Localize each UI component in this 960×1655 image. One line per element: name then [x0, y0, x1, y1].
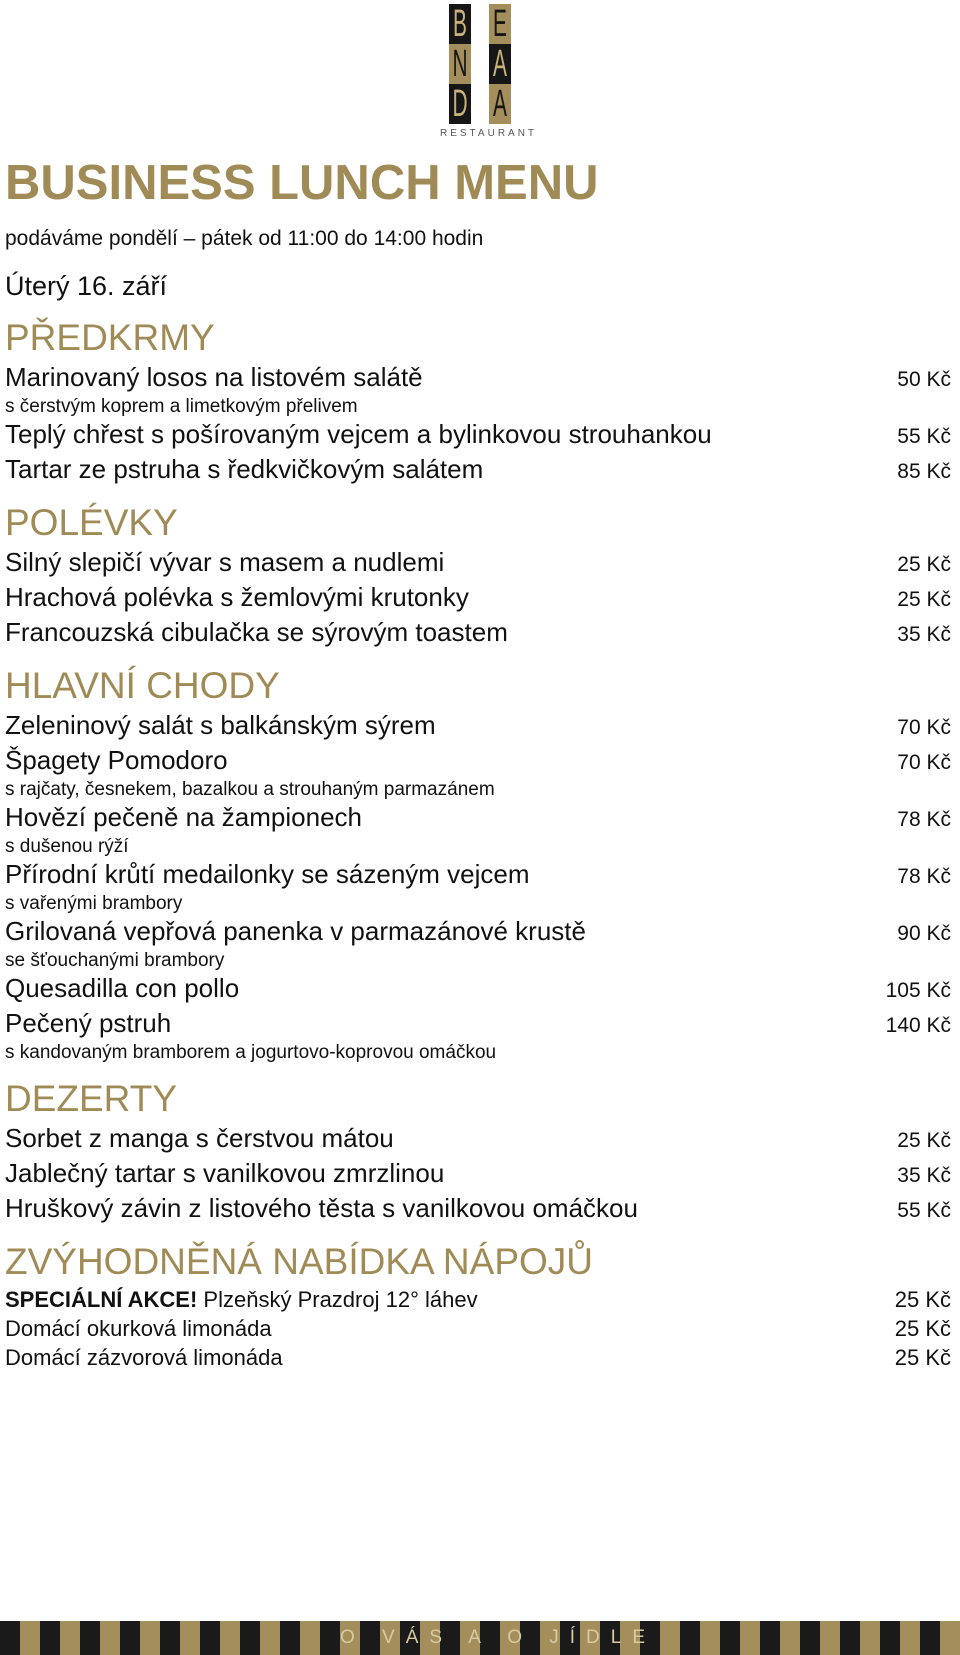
footer-stripe [320, 1621, 340, 1655]
footer-stripe [100, 1621, 120, 1655]
drinks-section [5, 1241, 957, 1372]
menu-item [5, 453, 951, 488]
special-offer-label: SPECIÁLNÍ AKCE! [5, 1287, 198, 1312]
dish-price: 70 Kč [897, 751, 951, 774]
dish-price: 140 Kč [885, 1014, 951, 1037]
logo-letter: N [449, 44, 471, 84]
section-title: PŘEDKRMY [5, 317, 215, 358]
menu-item [5, 1007, 951, 1042]
dish-price: 50 Kč [897, 368, 951, 391]
serving-hours: podáváme pondělí – pátek od 11:00 do 14:00 hodin [5, 227, 484, 250]
menu-item [5, 972, 951, 1007]
dish-note: se šťouchanými brambory [5, 950, 225, 971]
dish-price: 35 Kč [897, 623, 951, 646]
footer-stripe [120, 1621, 140, 1655]
drink-item [5, 1285, 951, 1314]
dish-name: Grilovaná vepřová panenka v parmazánové krustě [5, 916, 586, 946]
dish-note: s vařenými brambory [5, 893, 183, 914]
dish-name: Špagety Pomodoro [5, 745, 228, 775]
footer-stripe [680, 1621, 700, 1655]
dish-name: Tartar ze pstruha s ředkvičkovým salátem [5, 454, 484, 484]
footer-stripe [260, 1621, 280, 1655]
dish-price: 85 Kč [897, 460, 951, 483]
footer-stripe [280, 1621, 300, 1655]
footer-text: O VÁS A O JÍDLE [340, 1627, 657, 1648]
dish-note: s rajčaty, česnekem, bazalkou a strouhaným parmazánem [5, 779, 495, 800]
dish-name: Marinovaný losos na listovém salátě [5, 362, 423, 392]
logo-letter: E [489, 4, 511, 44]
footer-stripe [760, 1621, 780, 1655]
menu-item [5, 1157, 951, 1192]
dish-note: s čerstvým koprem a limetkovým přelivem [5, 396, 358, 417]
menu-item [5, 709, 951, 744]
menu-item [5, 361, 951, 396]
dish-price: 78 Kč [897, 865, 951, 888]
drink-item [5, 1314, 951, 1343]
footer-bar [0, 1621, 960, 1655]
footer-stripe [160, 1621, 180, 1655]
footer-stripe [920, 1621, 940, 1655]
footer-stripe [60, 1621, 80, 1655]
restaurant-logo [440, 2, 538, 139]
dish-price: 70 Kč [897, 716, 951, 739]
footer-stripe [20, 1621, 40, 1655]
menu-item [5, 581, 951, 616]
footer-stripe [180, 1621, 200, 1655]
drink-label: Domácí zázvorová limonáda [5, 1345, 283, 1370]
menu-title: BUSINESS LUNCH MENU [5, 156, 599, 210]
footer-stripe [700, 1621, 720, 1655]
logo-grid [440, 4, 520, 124]
menu-content [5, 156, 957, 1372]
section-title: POLÉVKY [5, 502, 178, 543]
footer-stripe [720, 1621, 740, 1655]
drink-label: Domácí okurková limonáda [5, 1316, 272, 1341]
dish-name: Hruškový závin z listového těsta s vanilkovou omáčkou [5, 1193, 638, 1223]
footer-stripe [80, 1621, 100, 1655]
menu-sections [5, 317, 957, 1227]
dish-name: Zeleninový salát s balkánským sýrem [5, 710, 436, 740]
dish-price: 78 Kč [897, 808, 951, 831]
dish-price: 55 Kč [897, 425, 951, 448]
drink-name [5, 1343, 283, 1372]
footer-stripe [300, 1621, 320, 1655]
menu-date: Úterý 16. září [5, 271, 168, 301]
menu-item [5, 1192, 951, 1227]
dish-price: 35 Kč [897, 1164, 951, 1187]
menu-item [5, 858, 951, 893]
dish-note: s kandovaným bramborem a jogurtovo-koprovou omáčkou [5, 1042, 497, 1063]
dish-price: 25 Kč [897, 1129, 951, 1152]
footer-stripe [900, 1621, 920, 1655]
footer-stripe [820, 1621, 840, 1655]
dish-name: Quesadilla con pollo [5, 973, 240, 1003]
dish-name: Teplý chřest s pošírovaným vejcem a bylinkovou strouhankou [5, 419, 712, 449]
section-title: ZVÝHODNĚNÁ NABÍDKA NÁPOJŮ [5, 1241, 594, 1282]
footer-stripe [40, 1621, 60, 1655]
dish-name: Hrachová polévka s žemlovými krutonky [5, 582, 469, 612]
drink-price: 25 Kč [894, 1345, 951, 1370]
footer-stripe [220, 1621, 240, 1655]
dish-price: 25 Kč [897, 588, 951, 611]
logo-letter: A [489, 84, 511, 124]
drink-name [5, 1314, 272, 1343]
dish-price: 105 Kč [885, 979, 951, 1002]
footer-stripe [140, 1621, 160, 1655]
dish-price: 25 Kč [897, 553, 951, 576]
menu-item [5, 418, 951, 453]
drink-price: 25 Kč [894, 1316, 951, 1341]
footer-stripe [860, 1621, 880, 1655]
menu-item [5, 915, 951, 950]
footer-stripe [800, 1621, 820, 1655]
logo-subtitle: RESTAURANT [440, 128, 538, 139]
footer-stripe [240, 1621, 260, 1655]
menu-item [5, 546, 951, 581]
dish-price: 55 Kč [897, 1199, 951, 1222]
footer-stripe [880, 1621, 900, 1655]
logo-letter: A [489, 44, 511, 84]
dish-name: Hovězí pečeně na žampionech [5, 802, 363, 832]
section-title: DEZERTY [5, 1078, 178, 1119]
menu-item [5, 744, 951, 779]
menu-item [5, 1122, 951, 1157]
logo-letter: D [449, 84, 471, 124]
drink-price: 25 Kč [894, 1287, 951, 1312]
dish-name: Francouzská cibulačka se sýrovým toastem [5, 617, 508, 647]
dish-name: Silný slepičí vývar s masem a nudlemi [5, 547, 445, 577]
footer-stripe [840, 1621, 860, 1655]
footer-stripe [200, 1621, 220, 1655]
dish-name: Jablečný tartar s vanilkovou zmrzlinou [5, 1158, 445, 1188]
dish-note: s dušenou rýží [5, 836, 129, 857]
footer-stripe [940, 1621, 960, 1655]
dish-name: Přírodní krůtí medailonky se sázeným vejcem [5, 859, 530, 889]
dish-name: Sorbet z manga s čerstvou mátou [5, 1123, 394, 1153]
logo-letter: B [449, 4, 471, 44]
drink-label: Plzeňský Prazdroj 12° láhev [197, 1287, 478, 1312]
footer-stripe [660, 1621, 680, 1655]
section-title: HLAVNÍ CHODY [5, 665, 280, 706]
footer-stripe [740, 1621, 760, 1655]
dish-price: 90 Kč [897, 922, 951, 945]
footer-stripe [0, 1621, 20, 1655]
menu-item [5, 616, 951, 651]
drink-name [5, 1285, 478, 1314]
drink-item [5, 1343, 951, 1372]
footer-stripe [780, 1621, 800, 1655]
menu-item [5, 801, 951, 836]
dish-name: Pečený pstruh [5, 1008, 172, 1038]
